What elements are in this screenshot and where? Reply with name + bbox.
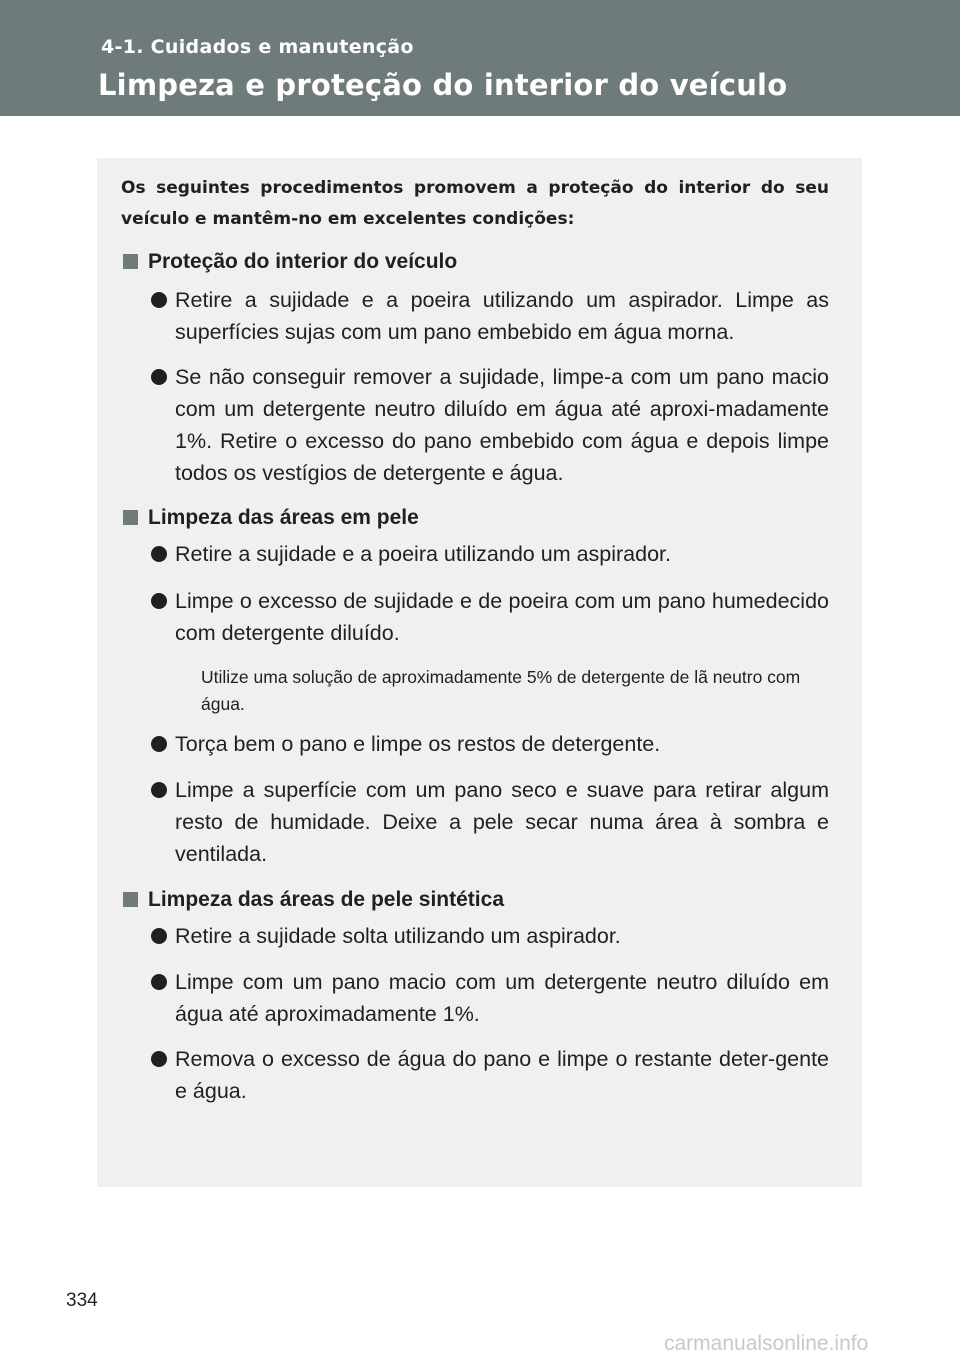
list-item: Limpe a superfície com um pano seco e suave para retirar algum resto de humidade. Deixe a pele secar numa área à sombra e ventilada. bbox=[175, 778, 829, 866]
page-number: 334 bbox=[66, 1290, 98, 1311]
list-item: Limpe o excesso de sujidade e de poeira com um pano humedecido com detergente diluído. bbox=[175, 589, 829, 645]
list-item: Torça bem o pano e limpe os restos de detergente. bbox=[175, 732, 661, 756]
section-heading-label: Limpeza das áreas de pele sintética bbox=[148, 888, 504, 911]
section-heading-leather bbox=[123, 503, 419, 533]
section-heading-interior-protection bbox=[123, 247, 457, 277]
square-bullet-icon bbox=[123, 892, 138, 907]
list-item: Retire a sujidade e a poeira utilizando um aspirador. Limpe as superfícies sujas com um pano embebido em água morna. bbox=[175, 288, 829, 344]
bullet-dot-icon bbox=[151, 292, 167, 308]
section-heading-synthetic-leather bbox=[123, 885, 504, 915]
watermark: carmanualsonline.info bbox=[664, 1332, 869, 1355]
section-heading-label: Proteção do interior do veículo bbox=[148, 250, 458, 273]
bullet-dot-icon bbox=[151, 928, 167, 944]
header-bar bbox=[0, 0, 960, 116]
bullet-dot-icon bbox=[151, 1051, 167, 1067]
page-title: Limpeza e proteção do interior do veículo bbox=[98, 68, 788, 102]
bullet-dot-icon bbox=[151, 974, 167, 990]
list-item: Retire a sujidade solta utilizando um aspirador. bbox=[175, 924, 621, 948]
list-item: Se não conseguir remover a sujidade, limpe-a com um pano macio com um detergente neutro diluído em água até aproxi-madamente 1%. Retire o excesso do pano embebido com água e depois limpe todos os vestígios de detergente e água. bbox=[175, 365, 829, 485]
bullet-dot-icon bbox=[151, 593, 167, 609]
bullet-dot-icon bbox=[151, 369, 167, 385]
section-label: 4-1. Cuidados e manutenção bbox=[101, 36, 414, 58]
bullet-dot-icon bbox=[151, 782, 167, 798]
square-bullet-icon bbox=[123, 254, 138, 269]
intro-text: Os seguintes procedimentos promovem a proteção do interior do seu veículo e mantêm-no em excelentes condições: bbox=[121, 178, 829, 229]
section-heading-label: Limpeza das áreas em pele bbox=[148, 506, 419, 529]
list-item: Remova o excesso de água do pano e limpe o restante deter-gente e água. bbox=[175, 1047, 829, 1103]
bullet-dot-icon bbox=[151, 546, 167, 562]
list-item: Limpe com um pano macio com um detergente neutro diluído em água até aproximadamente 1%. bbox=[175, 970, 829, 1026]
note-text: Utilize uma solução de aproximadamente 5% de detergente de lã neutro com água. bbox=[201, 667, 801, 714]
bullet-dot-icon bbox=[151, 736, 167, 752]
square-bullet-icon bbox=[123, 510, 138, 525]
list-item: Retire a sujidade e a poeira utilizando um aspirador. bbox=[175, 542, 671, 566]
